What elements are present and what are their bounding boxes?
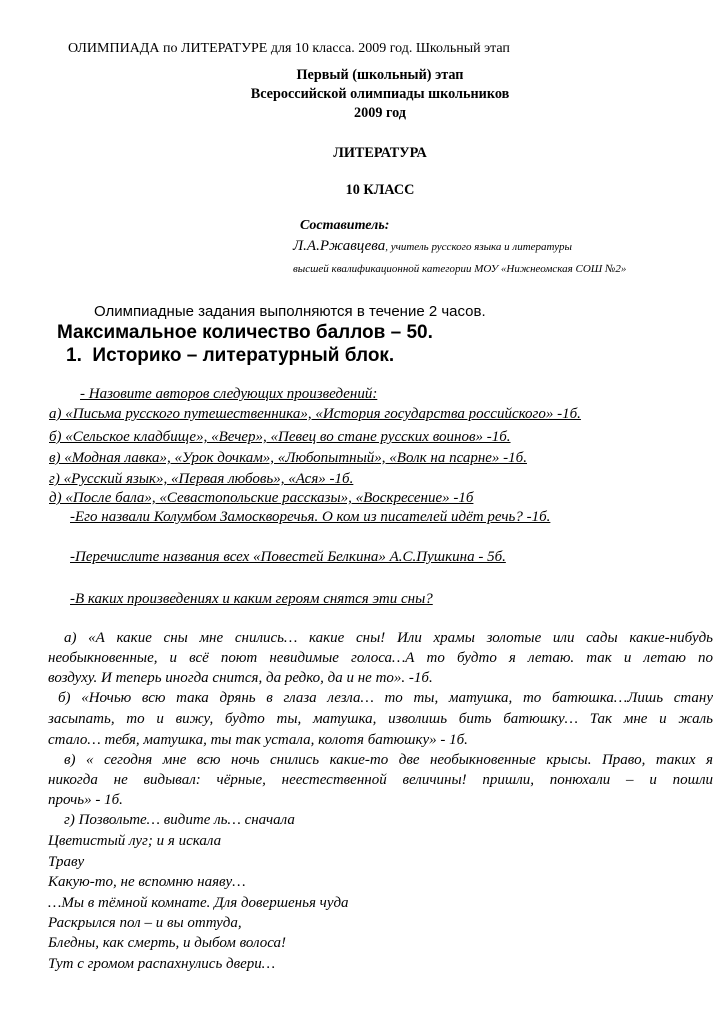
dream-d-line-1: г) Позвольте… видите ль… сначала: [64, 812, 295, 828]
author-name: Л.А.Ржавцева: [293, 238, 386, 254]
task3-prompt: -Перечислите названия всех «Повестей Белкина» А.С.Пушкина - 5б.: [70, 549, 506, 565]
subject-title: ЛИТЕРАТУРА: [333, 145, 427, 161]
dream-d-line-8: Тут с громом распахнулись двери…: [48, 956, 276, 972]
dream-d-line-5: …Мы в тёмной комнате. Для довершенья чуда: [48, 895, 349, 911]
dream-c-line-1: в) « сегодня мне всю ночь снились какие-то две необыкновенные крысы. Право, таких я: [64, 752, 713, 768]
running-header: ОЛИМПИАДА по ЛИТЕРАТУРЕ для 10 класса. 2009 год. Школьный этап: [68, 41, 510, 56]
task1-item-a: а) «Письма русского путешественника», «История государства российского» -1б.: [49, 406, 581, 422]
section-number: 1.: [66, 345, 82, 366]
dream-d-line-6: Раскрылся пол – и вы оттуда,: [48, 915, 242, 931]
title-line-1: Первый (школьный) этап: [296, 67, 464, 83]
dream-b-line-3: стало… тебя, матушка, ты так устала, колотя батюшку» - 1б.: [48, 732, 468, 748]
section-heading: [66, 346, 394, 365]
dream-d-line-2: Цветистый луг; и я искала: [48, 833, 222, 849]
dream-c-line-2: никогда не видывал: чёрные, неестественной величины! пришли, понюхали – и пошли: [48, 772, 713, 788]
dream-a-line-3: воздуху. И теперь иногда снится, да редко, да и не то». -1б.: [48, 670, 433, 686]
task1-item-c: в) «Модная лавка», «Урок дочкам», «Любопытный», «Волк на псарне» -1б.: [49, 450, 527, 466]
dream-d-line-7: Бледны, как смерть, и дыбом волоса!: [48, 935, 287, 951]
task4-prompt: -В каких произведениях и каким героям снятся эти сны?: [70, 591, 433, 607]
task1-item-b: б) «Сельское кладбище», «Вечер», «Певец во стане русских воинов» -1б.: [49, 429, 511, 445]
author-line: [293, 238, 572, 254]
time-note: Олимпиадные задания выполняются в течение 2 часов.: [94, 303, 486, 320]
dream-b-line-1: б) «Ночью всю така дрянь в глаза лезла… то ты, матушка, то батюшка…Лишь стану: [58, 690, 713, 706]
dream-a-line-1: а) «А какие сны мне снились… какие сны! Или храмы золотые или сады какие-нибудь: [64, 630, 713, 646]
section-title: Историко – литературный блок.: [92, 345, 395, 366]
dream-d-line-3: Траву: [48, 854, 85, 870]
dream-c-line-3: прочь» - 1б.: [48, 792, 123, 808]
dream-a-line-2: необыкновенные, и всё поют невидимые голоса…А то будто я летаю. так и летаю по: [48, 650, 713, 666]
author-qualification: высшей квалификационной категории МОУ «Нижнеомская СОШ №2»: [293, 263, 627, 275]
title-line-2: Всероссийской олимпиады школьников: [250, 86, 510, 102]
grade-title: 10 КЛАСС: [345, 182, 415, 198]
max-points: Максимальное количество баллов – 50.: [57, 322, 433, 343]
author-position: , учитель русского языка и литературы: [385, 241, 572, 253]
task2-prompt: -Его назвали Колумбом Замоскворечья. О ком из писателей идёт речь? -1б.: [70, 509, 551, 525]
task1-item-e: д) «После бала», «Севастопольские рассказы», «Воскресение» -1б: [49, 490, 474, 506]
task1-prompt: - Назовите авторов следующих произведений:: [80, 386, 378, 402]
author-label: Составитель:: [300, 218, 390, 233]
title-line-3: 2009 год: [354, 105, 406, 121]
dream-d-line-4: Какую-то, не вспомню наяву…: [48, 874, 246, 890]
task1-item-d: г) «Русский язык», «Первая любовь», «Ася» -1б.: [49, 471, 354, 487]
dream-b-line-2: засыпать, то и вижу, будто ты, матушка, изволишь бить батюшку… Так мне и жаль: [48, 711, 713, 727]
